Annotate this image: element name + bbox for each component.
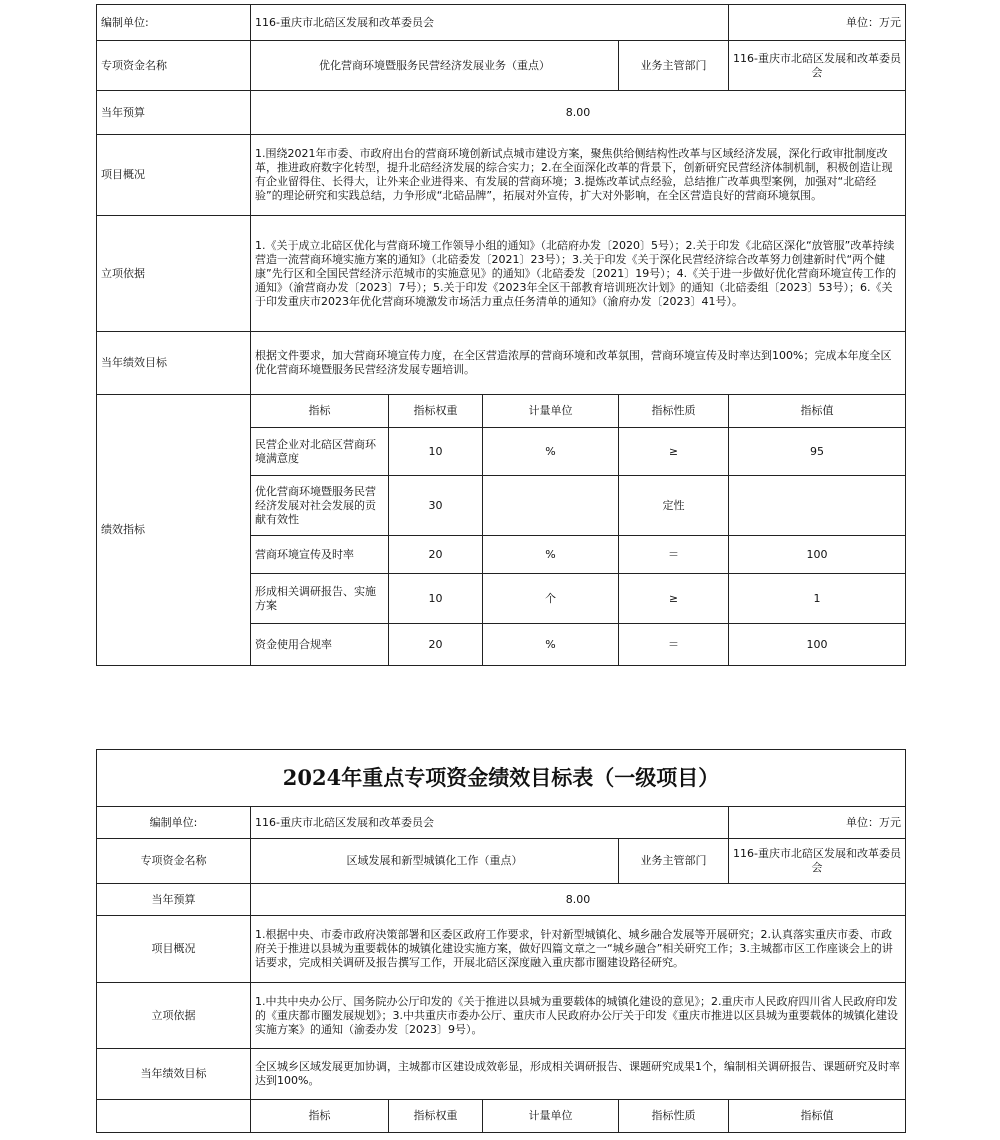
- table-title: 2024年重点专项资金绩效目标表（一级项目）: [97, 750, 906, 807]
- basis-value: 1.《关于成立北碚区优化与营商环境工作领导小组的通知》（北碚府办发〔2020〕5号）；2.关于印发《北碚区深化“放管服”改革持续营造一流营商环境实施方案的通知》（北碚委发〔2021〕23号）；3.关于印发《关于深化民营经济综合改革努力创建新时代“两个健康”先行区和全国民营经济示范城市的实施意见》的通知》（北碚委发〔2021〕19号）；4.《关于进一步做好优化营商环境宣传工作的通知》（渝营商办发〔2023〕7号）；5.关于印发《2023年全区干部教育培训班次计划》的通知（北碚委组〔2023〕53号）；6.《关于印发重庆市2023年优化营商环境激发市场活力重点任务清单的通知》（渝府办发〔2023〕41号）。: [251, 216, 906, 332]
- fund-name-label: 专项资金名称: [97, 839, 251, 884]
- indicator-value: 100: [729, 624, 906, 666]
- header-weight: 指标权重: [389, 395, 483, 428]
- header-value: 指标值: [729, 1100, 906, 1133]
- dept-value: 116-重庆市北碚区发展和改革委员会: [729, 839, 906, 884]
- indicator-value: 95: [729, 428, 906, 476]
- dept-label: 业务主管部门: [619, 41, 729, 91]
- org-label: 编制单位:: [97, 807, 251, 839]
- header-weight: 指标权重: [389, 1100, 483, 1133]
- indicator-name: 形成相关调研报告、实施方案: [251, 574, 389, 624]
- basis-value: 1.中共中央办公厅、国务院办公厅印发的《关于推进以县城为重要载体的城镇化建设的意见》；2.重庆市人民政府四川省人民政府印发的《重庆都市圈发展规划》；3.中共重庆市委办公厅、重庆市人民政府办公厅关于印发《重庆市推进以区县城为重要载体的城镇化建设实施方案》的通知（渝委办发〔2023〕9号）。: [251, 983, 906, 1049]
- indicator-weight: 30: [389, 476, 483, 536]
- header-unit: 计量单位: [483, 395, 619, 428]
- header-indicator: 指标: [251, 395, 389, 428]
- header-unit: 计量单位: [483, 1100, 619, 1133]
- goal-label: 当年绩效目标: [97, 332, 251, 395]
- header-nature: 指标性质: [619, 1100, 729, 1133]
- budget-value: 8.00: [251, 884, 906, 916]
- fund-name-value: 优化营商环境暨服务民营经济发展业务（重点）: [251, 41, 619, 91]
- indicator-unit: %: [483, 536, 619, 574]
- budget-label: 当年预算: [97, 91, 251, 135]
- indicator-nature: ≥: [619, 428, 729, 476]
- overview-label: 项目概况: [97, 916, 251, 983]
- header-indicator: 指标: [251, 1100, 389, 1133]
- indicator-name: 优化营商环境暨服务民营经济发展对社会发展的贡献有效性: [251, 476, 389, 536]
- indicator-nature: ＝: [619, 536, 729, 574]
- indicator-unit: [483, 476, 619, 536]
- dept-label: 业务主管部门: [619, 839, 729, 884]
- indicator-weight: 10: [389, 428, 483, 476]
- budget-value: 8.00: [251, 91, 906, 135]
- goal-value: 全区城乡区域发展更加协调，主城都市区建设成效彰显，形成相关调研报告、课题研究成果1个，编制相关调研报告、课题研究及时率达到100%。: [251, 1049, 906, 1100]
- fund-name-value: 区域发展和新型城镇化工作（重点）: [251, 839, 619, 884]
- unit-label: 单位：万元: [729, 807, 906, 839]
- indicator-name: 资金使用合规率: [251, 624, 389, 666]
- basis-label: 立项依据: [97, 983, 251, 1049]
- indicator-name: 民营企业对北碚区营商环境满意度: [251, 428, 389, 476]
- indicator-weight: 20: [389, 536, 483, 574]
- indicators-label-cell: [97, 1100, 251, 1133]
- header-nature: 指标性质: [619, 395, 729, 428]
- indicator-value: 1: [729, 574, 906, 624]
- unit-label: 单位：万元: [729, 5, 906, 41]
- indicator-weight: 10: [389, 574, 483, 624]
- indicator-name: 营商环境宣传及时率: [251, 536, 389, 574]
- overview-value: 1.围绕2021年市委、市政府出台的营商环境创新试点城市建设方案，聚焦供给侧结构性改革与区域经济发展，深化行政审批制度改革，推进政府数字化转型，提升北碚经济发展的综合实力；2.在全面深化改革的背景下，创新研究民营经济体制机制，积极创造让现有企业留得住、长得大，让外来企业进得来、有发展的营商环境；3.提炼改革试点经验，总结推广改革典型案例，加强对“北碚经验”的理论研究和实践总结，力争形成“北碚品牌”，拓展对外宣传，扩大对外影响，在全区营造良好的营商环境氛围。: [251, 135, 906, 216]
- header-value: 指标值: [729, 395, 906, 428]
- overview-label: 项目概况: [97, 135, 251, 216]
- org-value: 116-重庆市北碚区发展和改革委员会: [251, 807, 729, 839]
- fund-name-label: 专项资金名称: [97, 41, 251, 91]
- indicator-unit: 个: [483, 574, 619, 624]
- basis-label: 立项依据: [97, 216, 251, 332]
- indicator-unit: %: [483, 428, 619, 476]
- indicators-label: 绩效指标: [97, 395, 251, 666]
- org-label: 编制单位:: [97, 5, 251, 41]
- overview-value: 1.根据中央、市委市政府决策部署和区委区政府工作要求，针对新型城镇化、城乡融合发展等开展研究；2.认真落实重庆市委、市政府关于推进以县城为重要载体的城镇化建设实施方案，做好四篇文章之一“城乡融合”相关研究工作；3.主城都市区工作座谈会上的讲话要求，完成相关调研及报告撰写工作，开展北碚区深度融入重庆都市圈建设路径研究。: [251, 916, 906, 983]
- budget-label: 当年预算: [97, 884, 251, 916]
- indicator-nature: 定性: [619, 476, 729, 536]
- indicator-value: [729, 476, 906, 536]
- goal-label: 当年绩效目标: [97, 1049, 251, 1100]
- indicator-unit: %: [483, 624, 619, 666]
- org-value: 116-重庆市北碚区发展和改革委员会: [251, 5, 729, 41]
- dept-value: 116-重庆市北碚区发展和改革委员会: [729, 41, 906, 91]
- performance-table-2: [96, 749, 906, 1133]
- performance-table-1: [96, 4, 906, 666]
- indicator-value: 100: [729, 536, 906, 574]
- goal-value: 根据文件要求，加大营商环境宣传力度，在全区营造浓厚的营商环境和改革氛围，营商环境宣传及时率达到100%；完成本年度全区优化营商环境暨服务民营经济发展专题培训。: [251, 332, 906, 395]
- indicator-weight: 20: [389, 624, 483, 666]
- indicator-nature: ＝: [619, 624, 729, 666]
- indicator-nature: ≥: [619, 574, 729, 624]
